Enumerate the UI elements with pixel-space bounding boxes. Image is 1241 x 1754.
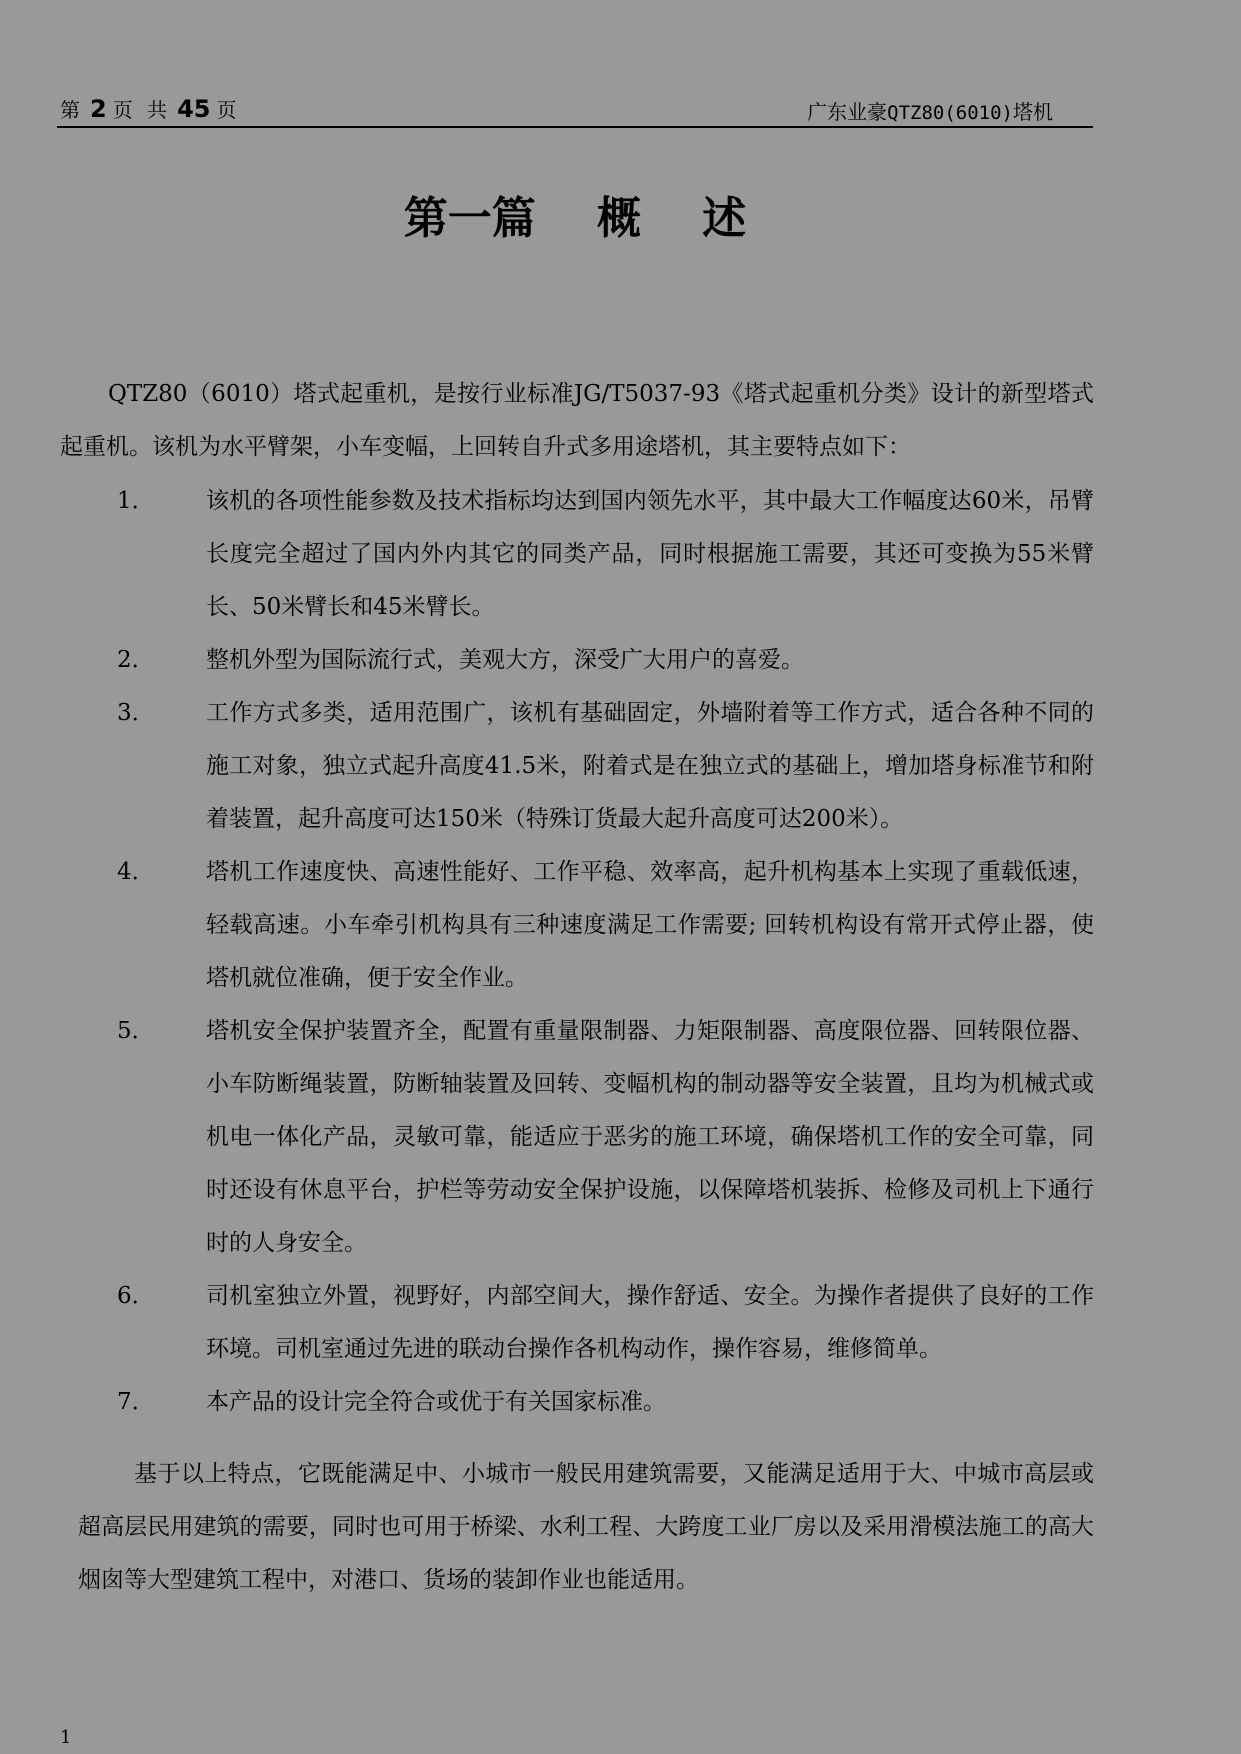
page-header [57, 90, 1093, 128]
current-page-number: 2 [90, 95, 107, 123]
list-item-number: 1． [117, 488, 155, 514]
list-item [60, 846, 1094, 1005]
page-mid: 页 共 [112, 98, 172, 122]
page-suffix: 页 [216, 98, 241, 122]
list-item-number: 2． [117, 647, 155, 673]
list-item [60, 1270, 1094, 1376]
list-item [60, 475, 1094, 634]
total-pages-number: 45 [177, 95, 211, 123]
intro-paragraph: QTZ80（6010）塔式起重机，是按行业标准JG/T5037-93《塔式起重机分类》设计的新型塔式起重机。该机为水平臂架，小车变幅，上回转自升式多用途塔机，其主要特点如下： [60, 381, 1094, 460]
list-item [60, 1376, 1094, 1429]
conclusion-paragraph: 基于以上特点，它既能满足中、小城市一般民用建筑需要，又能满足适用于大、中城市高层或超高层民用建筑的需要，同时也可用于桥梁、水利工程、大跨度工业厂房以及采用滑模法施工的高大烟囱等大型建筑工程中，对港口、货场的装卸作业也能适用。 [78, 1461, 1094, 1593]
list-item-text: 塔机安全保护装置齐全，配置有重量限制器、力矩限制器、高度限位器、回转限位器、小车防断绳装置，防断轴装置及回转、变幅机构的制动器等安全装置，且均为机械式或机电一体化产品，灵敏可靠，能适应于恶劣的施工环境，确保塔机工作的安全可靠，同时还设有休息平台，护栏等劳动安全保护设施，以保障塔机装拆、检修及司机上下通行时的人身安全。 [206, 1018, 1094, 1256]
list-item-text: 整机外型为国际流行式，美观大方，深受广大用户的喜爱。 [206, 647, 804, 673]
footer-page-number: 1 [60, 1727, 72, 1748]
product-model: QTZ80(6010) [887, 102, 1013, 124]
list-item-number: 7． [117, 1389, 155, 1415]
list-item-text: 该机的各项性能参数及技术指标均达到国内领先水平，其中最大工作幅度达60米，吊臂长度完全超过了国内外内其它的同类产品，同时根据施工需要，其还可变换为55米臂长、50米臂长和45米臂长。 [206, 488, 1094, 620]
feature-list [60, 475, 1094, 1429]
list-item [60, 634, 1094, 687]
page-prefix: 第 [60, 98, 84, 122]
list-item-text: 塔机工作速度快、高速性能好、工作平稳、效率高，起升机构基本上实现了重载低速，轻载高速。小车牵引机构具有三种速度满足工作需要; 回转机构设有常开式停止器，使塔机就位准确，便于安全作业。 [206, 859, 1094, 991]
product-type: 塔机 [1013, 100, 1053, 124]
list-item-number: 3． [117, 700, 155, 726]
document-product-title [807, 96, 1053, 125]
company-name: 广东业豪 [807, 100, 888, 124]
list-item-number: 4． [117, 859, 155, 885]
chapter-title: 第一篇 概 述 [403, 193, 747, 244]
list-item-text: 司机室独立外置，视野好，内部空间大，操作舒适、安全。为操作者提供了良好的工作环境。司机室通过先进的联动台操作各机构动作，操作容易，维修简单。 [206, 1283, 1094, 1362]
page-indicator [60, 94, 240, 123]
list-item-text: 本产品的设计完全符合或优于有关国家标准。 [206, 1389, 666, 1415]
list-item [60, 687, 1094, 846]
list-item [60, 1005, 1094, 1270]
list-item-text: 工作方式多类，适用范围广，该机有基础固定，外墙附着等工作方式，适合各种不同的施工对象，独立式起升高度41.5米，附着式是在独立式的基础上，增加塔身标准节和附着装置，起升高度可达150米（特殊订货最大起升高度可达200米）。 [206, 700, 1094, 832]
list-item-number: 5． [117, 1018, 155, 1044]
list-item-number: 6． [117, 1283, 155, 1309]
